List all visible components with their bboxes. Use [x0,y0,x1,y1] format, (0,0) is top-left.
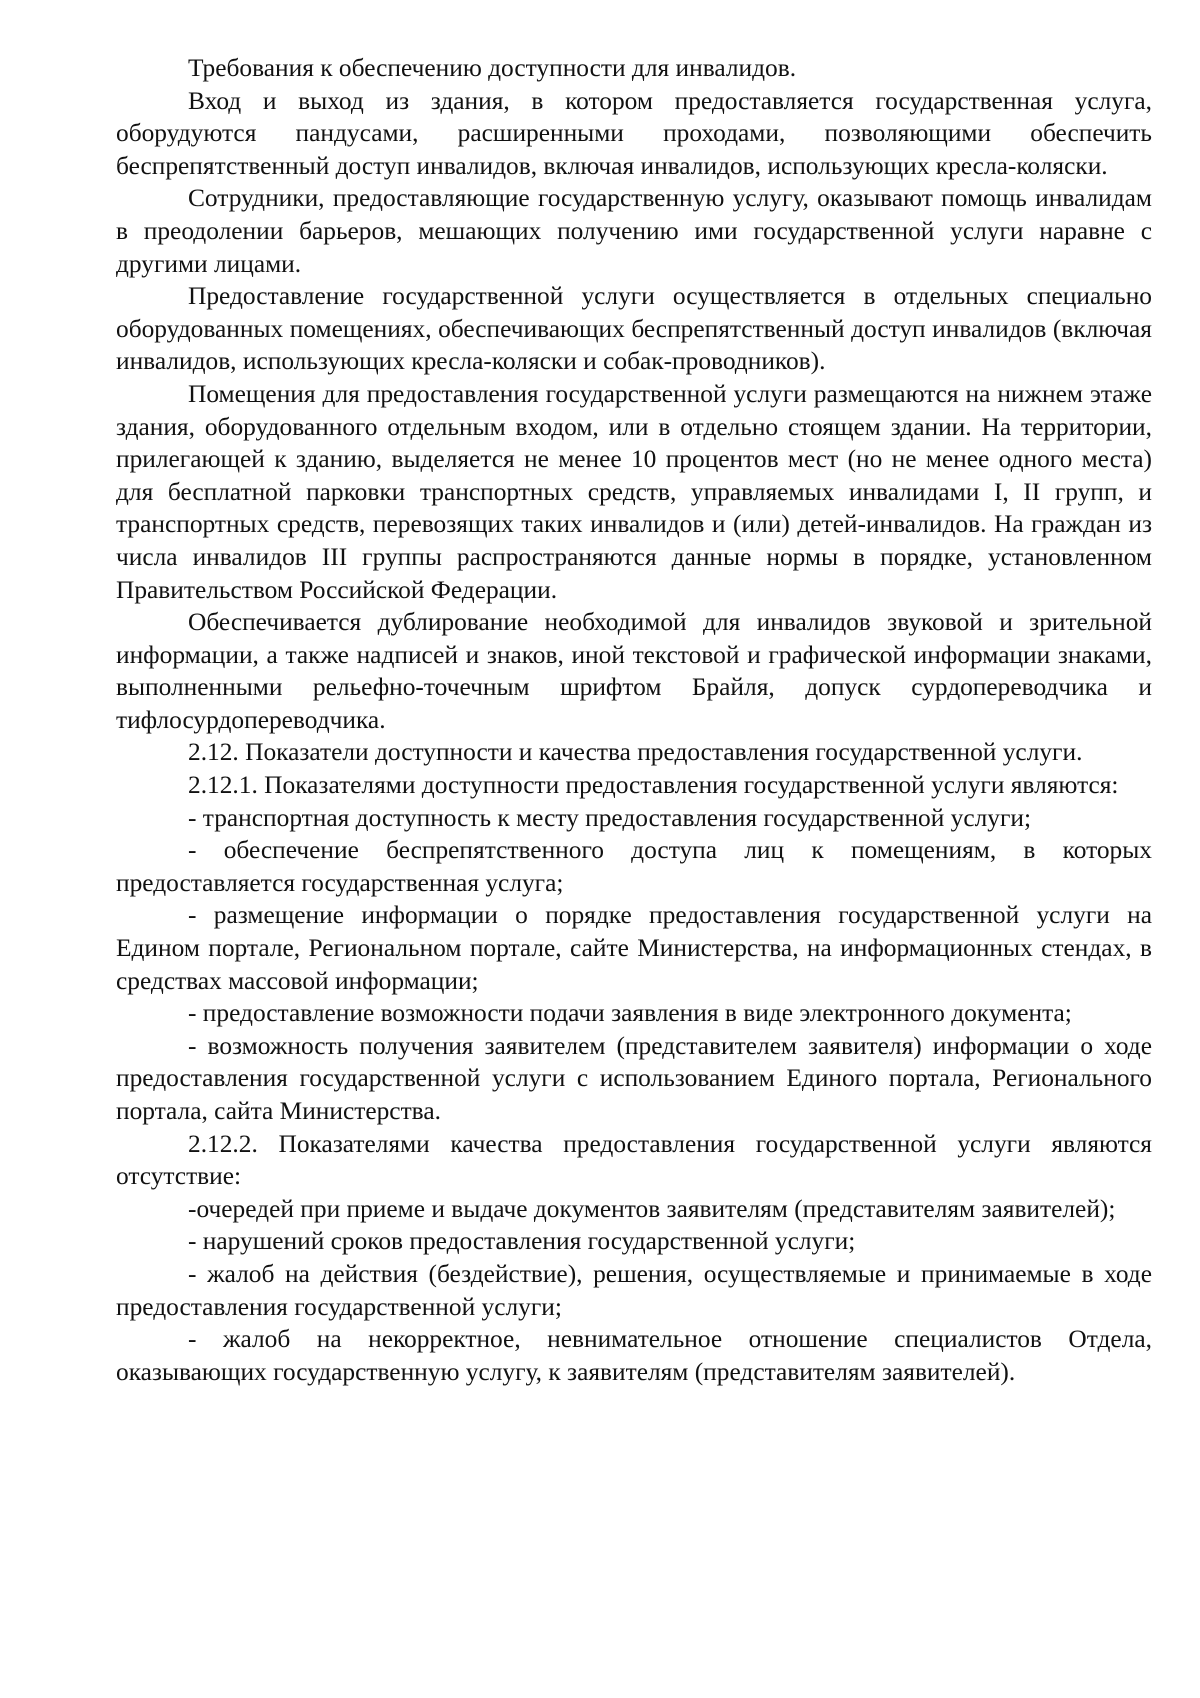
document-page [116,52,1152,1388]
paragraph-information-duplication: Обеспечивается дублирование необходимой для инвалидов звуковой и зрительной информации, а также надписей и знаков, иной текстовой и графической информации знаками, выполненными рельефно-точечным шрифтом Брайля, допуск сурдопереводчика и тифлосурдопереводчика. [116,608,1152,734]
paragraph-staff-assistance: Сотрудники, предоставляющие государственную услугу, оказывают помощь инвалидам в преодолении барьеров, мешающих получению ими государственной услуги наравне с другими лицами. [116,184,1152,278]
paragraph-premises-parking: Помещения для предоставления государственной услуги размещаются на нижнем этаже здания, оборудованного отдельным входом, или в отдельно стоящем здании. На территории, прилегающей к зданию, выделяется не менее 10 процентов мест (но не менее одного места) для бесплатной парковки транспортных средств, управляемых инвалидами I, II групп, и транспортных средств, перевозящих таких инвалидов и (или) детей-инвалидов. На граждан из числа инвалидов III группы распространяются данные нормы в порядке, установленном Правительством Российской Федерации. [116,379,1152,604]
list-item-unobstructed-access: - обеспечение беспрепятственного доступа лиц к помещениям, в которых предоставляется государственная услуга; [116,836,1152,897]
section-2-12-2-heading: 2.12.2. Показателями качества предоставления государственной услуги являются отсутствие: [116,1129,1152,1191]
section-2-12-1-heading: 2.12.1. Показателями доступности предоставления государственной услуги являются: [188,771,1119,800]
paragraph-accessibility-heading: Требования к обеспечению доступности для инвалидов. [188,54,797,82]
paragraph-entrance-exit: Вход и выход из здания, в котором предоставляется государственная услуга, оборудуются пандусами, расширенными проходами, позволяющими обеспечить беспрепятственный доступ инвалидов, включая инвалидов, использующих кресла-коляски. [116,86,1152,180]
list-item-no-staff-complaints: - жалоб на некорректное, невнимательное отношение специалистов Отдела, оказывающих государственную услугу, к заявителям (представителям заявителей). [116,1325,1152,1386]
list-item-electronic-application: - предоставление возможности подачи заявления в виде электронного документа; [188,999,1072,1028]
list-item-no-deadline-violations: - нарушений сроков предоставления государственной услуги; [188,1227,856,1256]
list-item-progress-information: - возможность получения заявителем (представителем заявителя) информации о ходе предоставления государственной услуги с использованием Единого портала, Регионального портала, сайта Министерства. [116,1031,1152,1125]
list-item-transport: - транспортная доступность к месту предоставления государственной услуги; [188,803,1032,832]
section-2-12-heading: 2.12. Показатели доступности и качества предоставления государственной услуги. [188,738,1083,767]
list-item-no-queues: -очередей при приеме и выдаче документов заявителям (представителям заявителей); [188,1194,1116,1223]
list-item-information-placement: - размещение информации о порядке предоставления государственной услуги на Едином портале, Региональном портале, сайте Министерства, на информационных стендах, в средствах массовой информации; [116,901,1152,995]
paragraph-equipped-premises: Предоставление государственной услуги осуществляется в отдельных специально оборудованных помещениях, обеспечивающих беспрепятственный доступ инвалидов (включая инвалидов, использующих кресла-коляски и собак-проводников). [116,282,1152,376]
list-item-no-action-complaints: - жалоб на действия (бездействие), решения, осуществляемые и принимаемые в ходе предоставления государственной услуги; [116,1259,1152,1321]
